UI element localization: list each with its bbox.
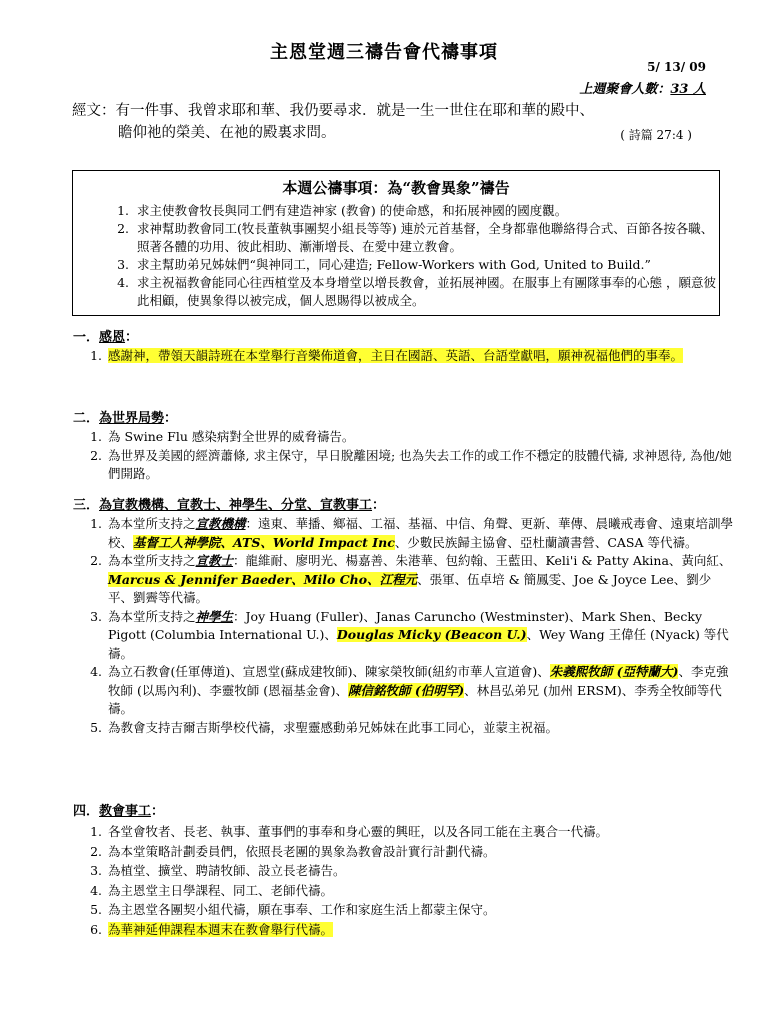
section-colon: ：	[372, 498, 386, 513]
section-missions-heading	[73, 494, 385, 513]
attendance	[579, 78, 706, 97]
scripture-block	[72, 100, 712, 144]
church-ministry-list	[80, 822, 736, 939]
section-world-heading	[73, 407, 177, 426]
page-title: 主恩堂週三禱告會代禱事項	[270, 42, 498, 63]
scripture-reference: ( 詩篇 27:4 )	[620, 128, 692, 142]
highlighted-text: 感謝神，帶領天韻詩班在本堂舉行音樂佈道會，主日在國語、英語、台語堂獻唱，願神祝福他們的事奉。	[108, 348, 684, 363]
list-item: 4. 為主恩堂主日學課程、同工、老師代禱。	[106, 881, 736, 901]
section-church-ministry-heading	[73, 800, 164, 819]
item-label: 神學生	[195, 608, 234, 624]
public-prayer-box	[72, 170, 720, 316]
item-text: 、張軍、伍卓培 & 簡鳳雯、Joe & Joyce Lee、劉少平、劉霽等代禱。	[108, 571, 712, 605]
section-title: 為世界局勢	[99, 411, 165, 426]
list-item: 3. 為植堂、擴堂、聘請牧師、設立長老禱告。	[106, 861, 736, 881]
section-title: 為宣教機構、宣教士、神學生、分堂、宣教事工	[99, 498, 373, 513]
item-label: 宣教士	[195, 553, 234, 568]
item-text: 為立石教會(任軍傳道)、宣恩堂(蘇成建牧師)、陳家榮牧師(紐約市華人宣道會)、	[108, 664, 550, 679]
section-number: 三．	[73, 498, 100, 513]
public-prayer-list	[73, 202, 719, 310]
item-text: 、Wey Wang 王偉任 (Nyack) 等代禱。	[108, 627, 729, 661]
section-colon: ：	[125, 330, 139, 345]
attendance-label: 上週聚會人數：	[579, 82, 671, 97]
section-number: 四．	[73, 804, 100, 819]
section-number: 二．	[73, 411, 100, 426]
list-item: 3. 求主幫助弟兄姊妹們“與神同工，同心建造; Fellow-Workers with God, United to Build.”	[133, 256, 719, 274]
item-text: 、林昌弘弟兄 (加州 ERSM)、李秀全牧師等代禱。	[108, 682, 722, 716]
list-item: 1. 為 Swine Flu 感染病對全世界的威脅禱告。	[106, 428, 736, 447]
highlighted-text: Marcus & Jennifer Baeder、Milo Cho、江程元	[108, 571, 418, 587]
attendance-value: 33 人	[670, 82, 706, 97]
list-item: 1. 求主使教會牧長與同工們有建造神家 (教會) 的使命感，和拓展神國的國度觀。	[133, 202, 719, 220]
section-thanksgiving-heading	[73, 326, 138, 345]
item-text: 為本堂所支持之	[108, 608, 196, 624]
list-item: 2. 求神幫助教會同工(牧長董執事團契小組長等等) 連於元首基督，全身都靠他聯絡得合式、百節各按各職、照著各體的功用、彼此相助、漸漸增長、在愛中建立教會。	[133, 220, 719, 256]
list-item: 2. 為本堂策略計劃委員們，依照長老團的異象為教會設計實行計劃代禱。	[106, 842, 736, 862]
public-prayer-title: 本週公禱事項：為“教會異象”禱告	[282, 179, 510, 197]
section-title: 教會事工	[99, 804, 152, 819]
section-number: 一．	[73, 330, 100, 345]
item-text: 、少數民族歸主協會、亞杜蘭讀書營、CASA 等代禱。	[394, 534, 698, 550]
item-text: 、李克強牧師 (以馬內利)、李靈牧師 (恩福基金會)、	[108, 664, 729, 698]
item-text: ：Joy Huang (Fuller)、Janas Caruncho (Westminster)、Mark Shen、Becky Pigott (Columbia International U.)、	[108, 608, 703, 642]
section-title: 感恩	[99, 330, 126, 345]
highlighted-text: 基督工人神學院、ATS、World Impact Inc	[133, 534, 395, 550]
list-item	[106, 552, 736, 608]
list-item	[106, 515, 736, 552]
list-item	[106, 663, 736, 719]
list-item	[106, 920, 736, 940]
date: 5/ 13/ 09	[647, 60, 706, 74]
highlighted-text: 為華神延伸課程本週末在教會舉行代禱。	[108, 921, 334, 937]
list-item: 2. 為世界及美國的經濟蕭條, 求主保守，早日脫離困境; 也為失去工作的或工作不穩定的肢體代禱, 求神恩待, 為他/她們開路。	[106, 447, 736, 484]
list-item	[106, 608, 736, 664]
missions-list	[80, 515, 736, 737]
item-label: 宣教機構	[195, 516, 246, 531]
list-item: 5. 為主恩堂各團契小組代禱，願在事奉、工作和家庭生活上都蒙主保守。	[106, 900, 736, 920]
item-text: ：遠東、華播、鄉福、工福、基福、中信、角聲、更新、華傳、晨曦戒毒會、遠東培訓學校、	[108, 516, 734, 550]
world-list	[80, 428, 736, 484]
item-text: ：龍維耐、廖明光、楊嘉善、朱港華、包約翰、王藍田、Keli'i & Patty Akina、黃向紅、	[233, 553, 732, 568]
scripture-line-1: 經文：有一件事、我曾求耶和華、我仍要尋求．就是一生一世住在耶和華的殿中、	[72, 103, 594, 119]
highlighted-text: 朱義熙牧師 (亞特蘭大)	[549, 664, 679, 679]
list-item: 4. 求主祝福教會能同心往西植堂及本身增堂以增長教會，並拓展神國。在服事上有團隊事奉的心態 ，願意彼此相顧，使異象得以被完成，個人恩賜得以被成全。	[133, 274, 719, 310]
list-item: 5. 為教會支持吉爾吉斯學校代禱，求聖靈感動弟兄姊妹在此事工同心，並蒙主祝福。	[106, 719, 736, 738]
list-item: 1. 各堂會牧者、長老、執事、董事們的事奉和身心靈的興旺，以及各同工能在主裏合一代禱。	[106, 822, 736, 842]
scripture-line-2: 瞻仰祂的榮美、在祂的殿裏求問。	[118, 125, 336, 141]
item-text: 為本堂所支持之	[108, 516, 196, 531]
highlighted-text: 陳信銘牧師 (伯明罕)	[347, 682, 465, 698]
item-text: 為本堂所支持之	[108, 553, 196, 568]
thanksgiving-list	[80, 347, 736, 366]
section-colon: ：	[151, 804, 165, 819]
list-item	[106, 347, 736, 366]
section-colon: ：	[164, 411, 178, 426]
highlighted-text: Douglas Micky (Beacon U.)	[336, 627, 527, 642]
